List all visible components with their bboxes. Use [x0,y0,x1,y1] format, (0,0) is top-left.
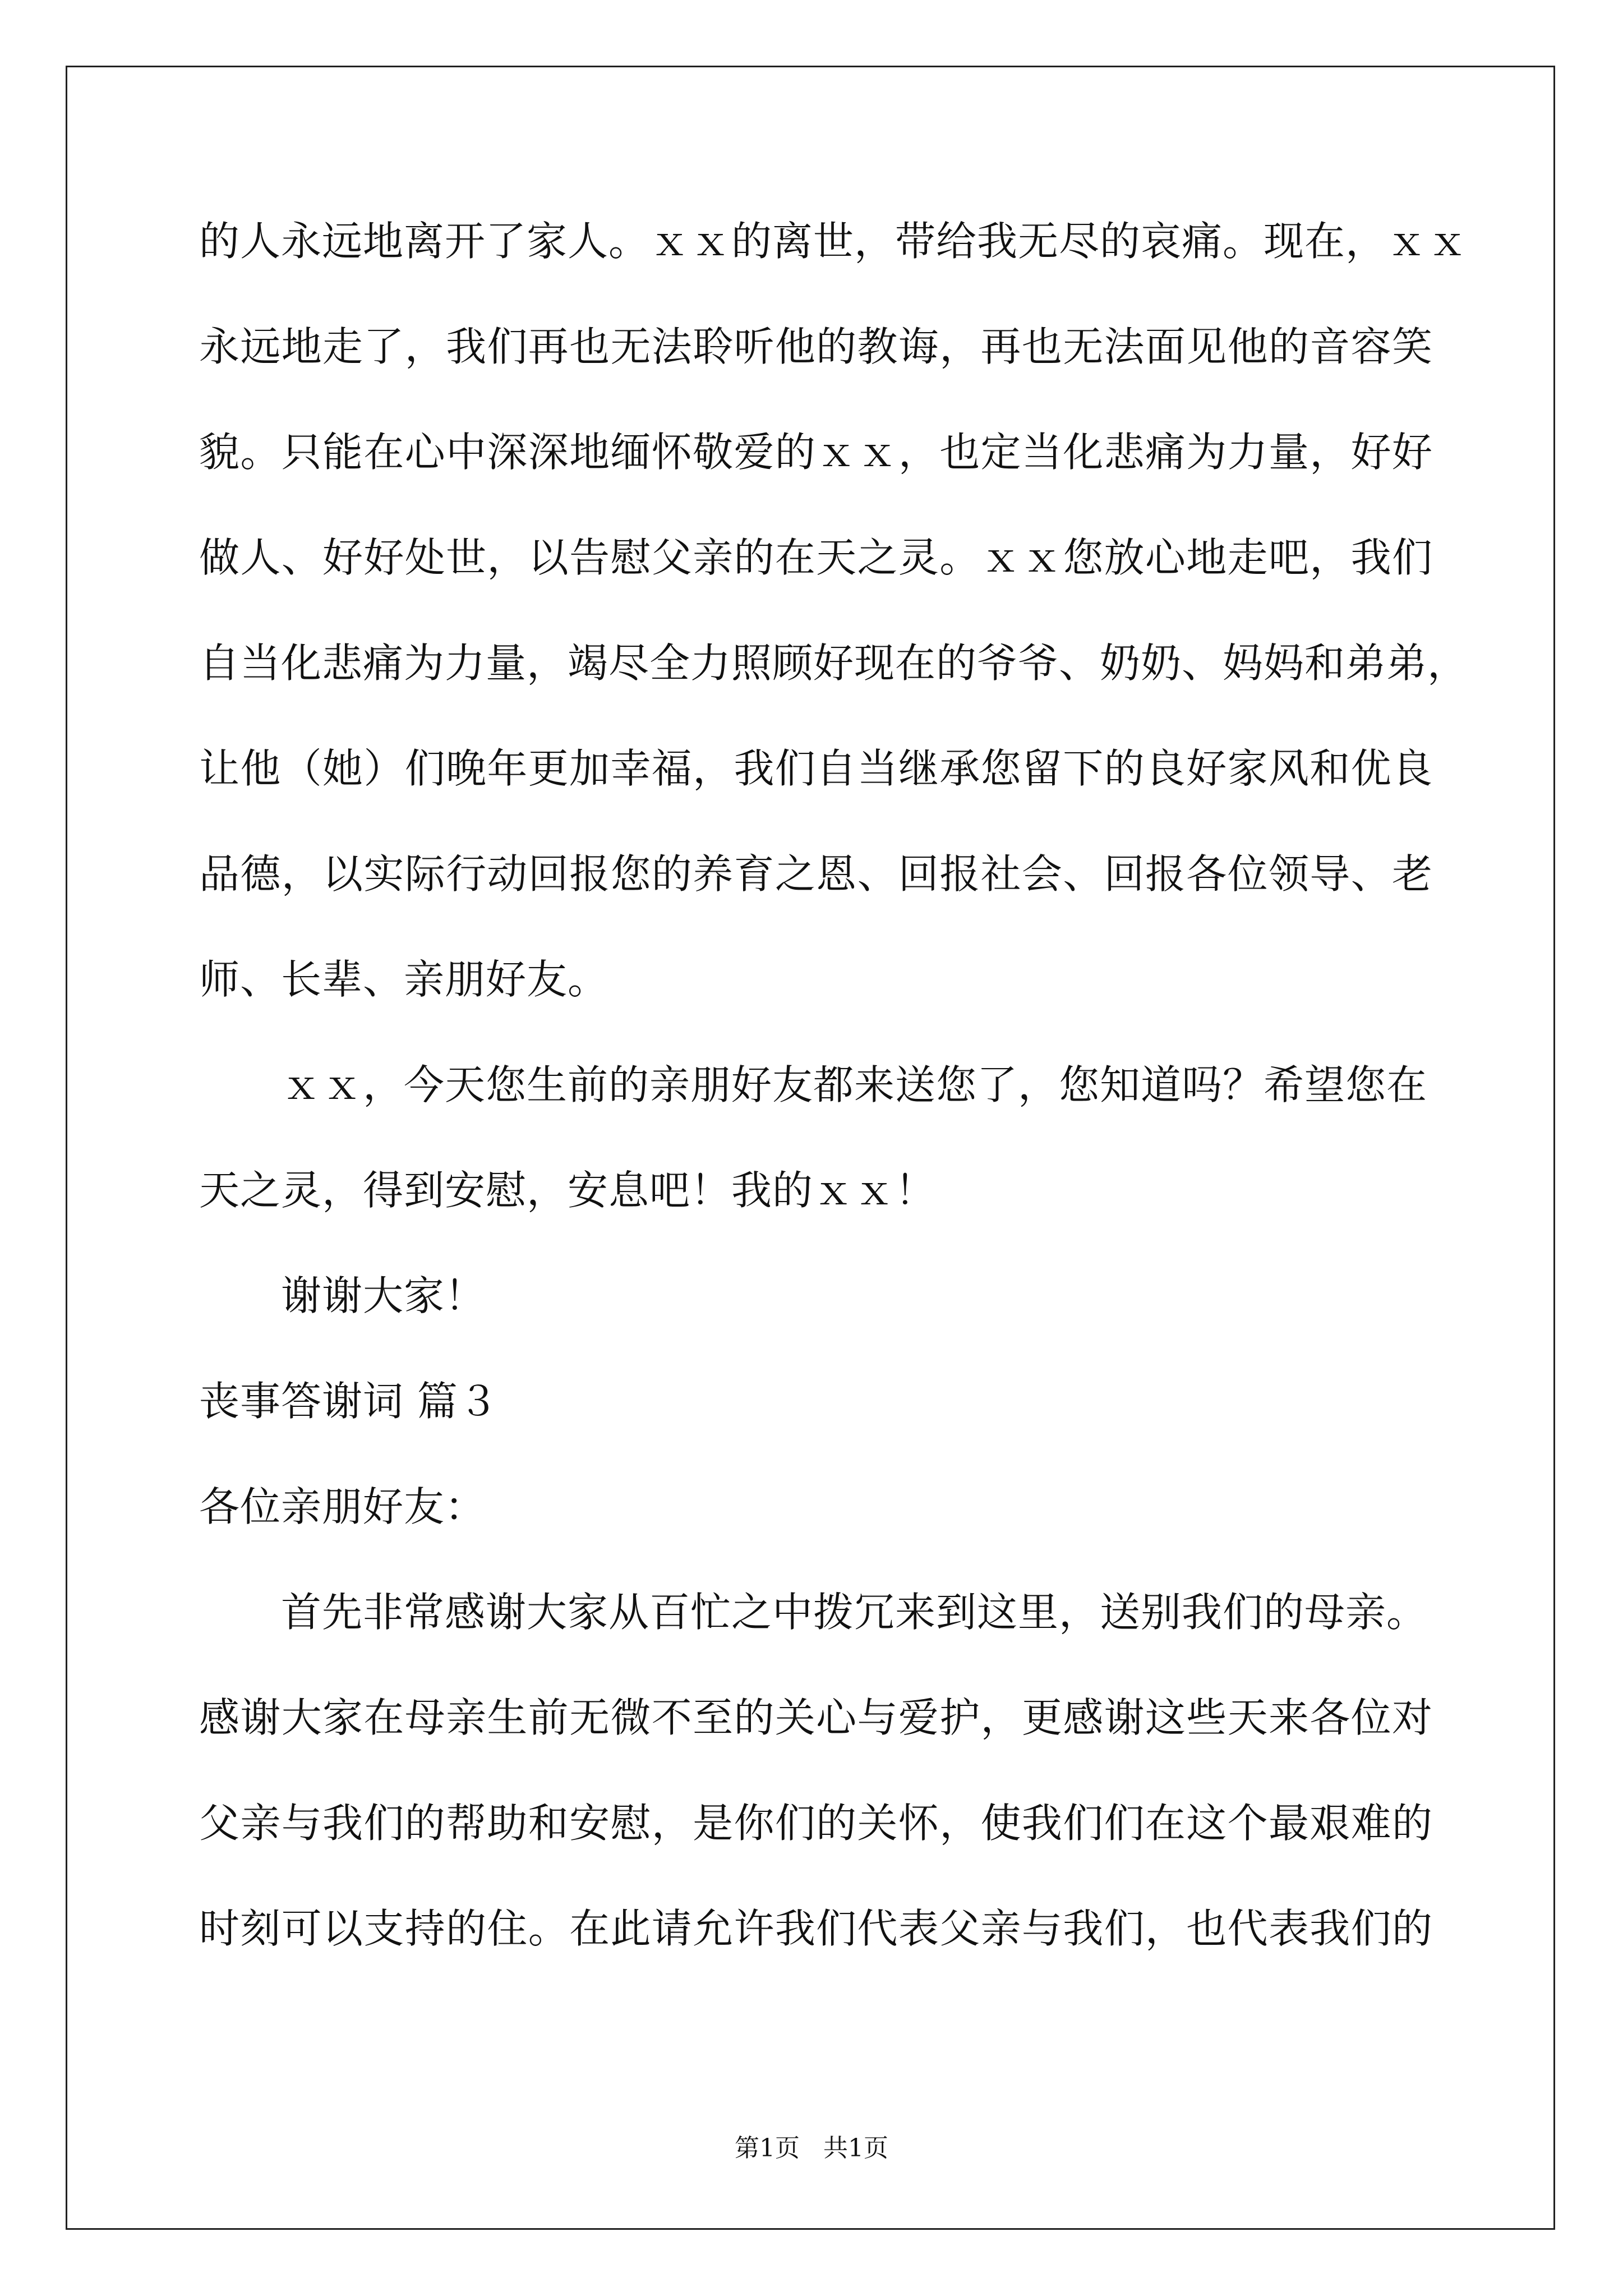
paragraph-2 [199,1062,1433,1213]
text-line: 时刻可以支持的住。在此请允许我们代表父亲与我们，也代表我们的 [199,1905,1433,1952]
text-line: 自当化悲痛为力量，竭尽全力照顾好现在的爷爷、奶奶、妈妈和弟弟， [199,639,1469,687]
thanks-line: 谢谢大家！ [281,1272,486,1319]
text-line: 师、长辈、亲朋好友。 [199,956,609,1003]
text-line: 的人永远地离开了家人。ｘｘ的离世，带给我无尽的哀痛。现在，ｘｘ [199,218,1469,265]
text-line: 父亲与我们的帮助和安慰，是你们的关怀，使我们们在这个最艰难的 [199,1800,1433,1847]
salutation: 各位亲朋好友： [199,1483,486,1530]
text-line: 感谢大家在母亲生前无微不至的关心与爱护，更感谢这些天来各位对 [199,1694,1433,1741]
text-line: 品德，以实际行动回报您的养育之恩、回报社会、回报各位领导、老 [199,850,1433,898]
paragraph-3 [199,1590,1433,1951]
text-line: 天之灵，得到安慰，安息吧！我的ｘｘ！ [199,1167,937,1214]
page-total: 共1页 [823,2134,888,2162]
page-number: 第1页 [735,2134,800,2162]
text-line: ｘｘ，今天您生前的亲朋好友都来送您了，您知道吗？希望您在 [281,1061,1428,1108]
text-line: 做人、好好处世，以告慰父亲的在天之灵。ｘｘ您放心地走吧，我们 [199,534,1433,581]
text-line: 貌。只能在心中深深地缅怀敬爱的ｘｘ，也定当化悲痛为力量，好好 [199,429,1433,476]
text-line: 首先非常感谢大家从百忙之中拨冗来到这里，送别我们的母亲。 [281,1589,1428,1636]
text-line: 让他（她）们晚年更加幸福，我们自当继承您留下的良好家风和优良 [199,745,1433,792]
document-body [199,218,1469,2012]
page-footer [0,2134,1623,2162]
paragraph-1 [199,218,1469,1003]
section-title: 丧事答谢词 篇３ [199,1378,499,1425]
text-line: 永远地走了，我们再也无法聆听他的教诲，再也无法面见他的音容笑 [199,323,1433,370]
